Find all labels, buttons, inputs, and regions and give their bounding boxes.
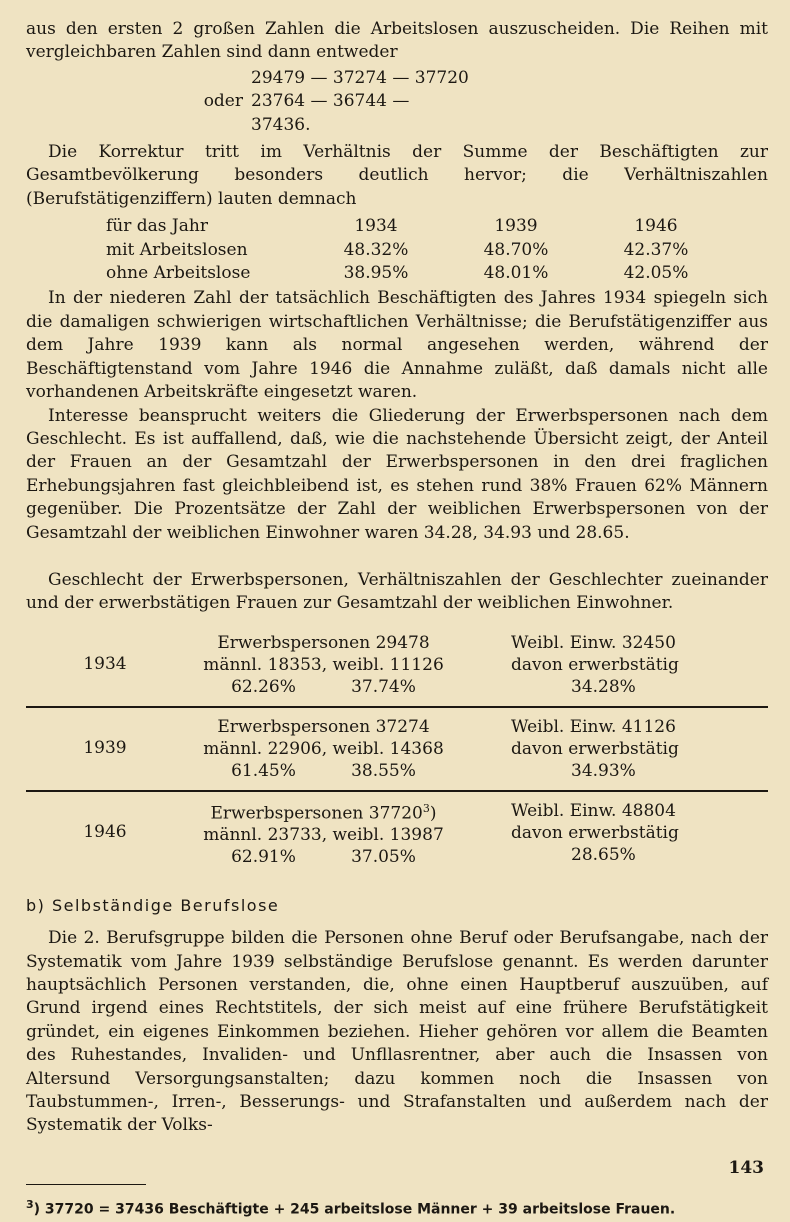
paragraph-gender: Interesse beansprucht weiters die Gliederung der Erwerbspersonen nach dem Geschlecht. Es ist auffallend, daß, wie die nachstehende Übersicht zeigt, der Anteil der Frauen an der Gesamtzahl der Erwerbspersonen in den drei fraglichen Erhebungsjahren fast gleichbleibend ist, es stehen rund 38% Frauen 62% Männern gegenüber. Die Prozentsätze der Zahl der weiblichen Erwerbspersonen von der Gesamtzahl der weiblichen Einwohner waren 34.28, 34.93 und 28.65. <box>26 405 768 543</box>
ratio-cell: 42.37% <box>623 239 689 260</box>
table-erwerb-cell <box>176 716 471 782</box>
ratio-header-1939: 1939 <box>494 216 538 237</box>
footnote <box>26 1193 768 1222</box>
weibl-einw: Weibl. Einw. 48804 <box>511 801 676 822</box>
footnote-divider <box>26 1184 146 1185</box>
pct-erwerb: 34.93% <box>571 760 636 781</box>
table-divider <box>26 706 768 708</box>
ratio-header-label: für das Jahr <box>106 216 208 237</box>
ratio-table <box>26 215 768 285</box>
pct-female: 37.05% <box>351 847 416 868</box>
pct-male: 62.26% <box>231 676 296 697</box>
table-caption: Geschlecht der Erwerbspersonen, Verhältniszahlen der Geschlechter zueinander und der erwerbstätigen Frauen zur Gesamtzahl der weiblichen Einwohner. <box>26 569 768 614</box>
ratio-cell: 48.01% <box>483 263 549 284</box>
erwerb-total: Erwerbspersonen 37720$^3$) <box>210 801 437 824</box>
erwerb-split: männl. 22906, weibl. 14368 <box>203 738 444 759</box>
ratio-header-1946: 1946 <box>634 216 678 237</box>
ratio-row-label: mit Arbeitslosen <box>106 239 248 260</box>
table-weibl-cell <box>471 632 768 698</box>
weibl-einw: Weibl. Einw. 41126 <box>511 716 676 737</box>
table-divider <box>26 790 768 792</box>
pct-erwerb: 34.28% <box>571 676 636 697</box>
ratio-header-1934: 1934 <box>354 216 398 237</box>
erwerb-total: Erwerbspersonen 29478 <box>217 632 430 653</box>
ratio-cell: 38.95% <box>343 263 409 284</box>
weibl-einw: Weibl. Einw. 32450 <box>511 632 676 653</box>
paragraph-intro: aus den ersten 2 großen Zahlen die Arbeitslosen auszuscheiden. Die Reihen mit vergleichbaren Zahlen sind dann entweder <box>26 19 768 63</box>
footnote-ref: 3 <box>422 801 430 815</box>
pct-erwerb: 28.65% <box>571 845 636 866</box>
erwerb-split: männl. 23733, weibl. 13987 <box>203 825 444 846</box>
erwerb-split: männl. 18353, weibl. 11126 <box>203 654 444 675</box>
table-weibl-cell <box>471 716 768 782</box>
sequence-1: 29479 — 37274 — 37720 <box>251 67 469 88</box>
ratio-cell: 42.05% <box>623 263 689 284</box>
page-number: 143 <box>728 1158 764 1178</box>
sequence-or-label: oder <box>203 91 243 112</box>
ratio-cell: 48.70% <box>483 239 549 260</box>
pct-male: 62.91% <box>231 847 296 868</box>
davon-erwerb: davon erwerbstätig <box>511 654 679 675</box>
footnote-text: ) 37720 = 37436 Beschäftigte + 245 arbeitslose Männer + 39 arbeitslose Frauen. <box>33 1201 676 1218</box>
pct-female: 38.55% <box>351 760 416 781</box>
section-heading: b) Selbständige Berufslose <box>26 895 280 915</box>
davon-erwerb: davon erwerbstätig <box>511 823 679 844</box>
erwerb-total: Erwerbspersonen 37274 <box>217 716 430 737</box>
table-row <box>26 630 768 700</box>
number-sequences <box>26 67 768 137</box>
table-year: 1939 <box>83 738 127 759</box>
table-row <box>26 714 768 784</box>
table-year: 1946 <box>83 822 127 843</box>
ratio-row-label: ohne Arbeitslose <box>106 263 251 284</box>
sequence-2: 23764 — 36744 — 37436. <box>251 91 410 135</box>
table-erwerb-cell <box>176 798 471 869</box>
davon-erwerb: davon erwerbstätig <box>511 738 679 759</box>
table-weibl-cell <box>471 800 768 866</box>
table-erwerb-cell <box>176 632 471 698</box>
paragraph-1934: In der niederen Zahl der tatsächlich Beschäftigten des Jahres 1934 spiegeln sich die damaligen schwierigen wirtschaftlichen Verhältnisse; die Berufstätigenziffer aus dem Jahre 1939 kann als normal angesehen werden, während der Beschäftigtenstand vom Jahre 1946 die Annahme zuläßt, daß damals nicht alle vorhandenen Arbeitskräfte eingesetzt waren. <box>26 288 768 403</box>
paragraph-correction: Die Korrektur tritt im Verhältnis der Summe der Beschäftigten zur Gesamtbevölkerung besonders deutlich hervor; die Verhältniszahlen (Berufstätigenziffern) lauten demnach <box>26 142 768 209</box>
table-year: 1934 <box>83 654 127 675</box>
table-row <box>26 798 768 868</box>
pct-male: 61.45% <box>231 760 296 781</box>
footnote-marker: 3 <box>26 1197 34 1211</box>
ratio-cell: 48.32% <box>343 239 409 260</box>
page-body <box>26 18 768 1222</box>
gender-table <box>26 630 768 868</box>
pct-female: 37.74% <box>351 676 416 697</box>
paragraph-berufslose: Die 2. Berufsgruppe bilden die Personen ohne Beruf oder Berufsangabe, nach der Systematik vom Jahre 1939 selbständige Berufslose genannt. Es werden darunter hauptsächlich Personen verstanden, die, ohne einen Hauptberuf auszuüben, auf Grund irgend eines Rechtstitels, der sich meist auf eine frühere Berufstätigkeit gründet, ein eigenes Einkommen beziehen. Hieher gehören vor allem die Beamten des Ruhestandes, Invaliden- und Unfllasrentner, aber auch die Insassen von Altersund Versorgungsanstalten; dazu kommen noch die Insassen von Taubstummen-, Irren-, Besserungs- und Strafanstalten und außerdem nach der Systematik der Volks- <box>26 928 768 1136</box>
